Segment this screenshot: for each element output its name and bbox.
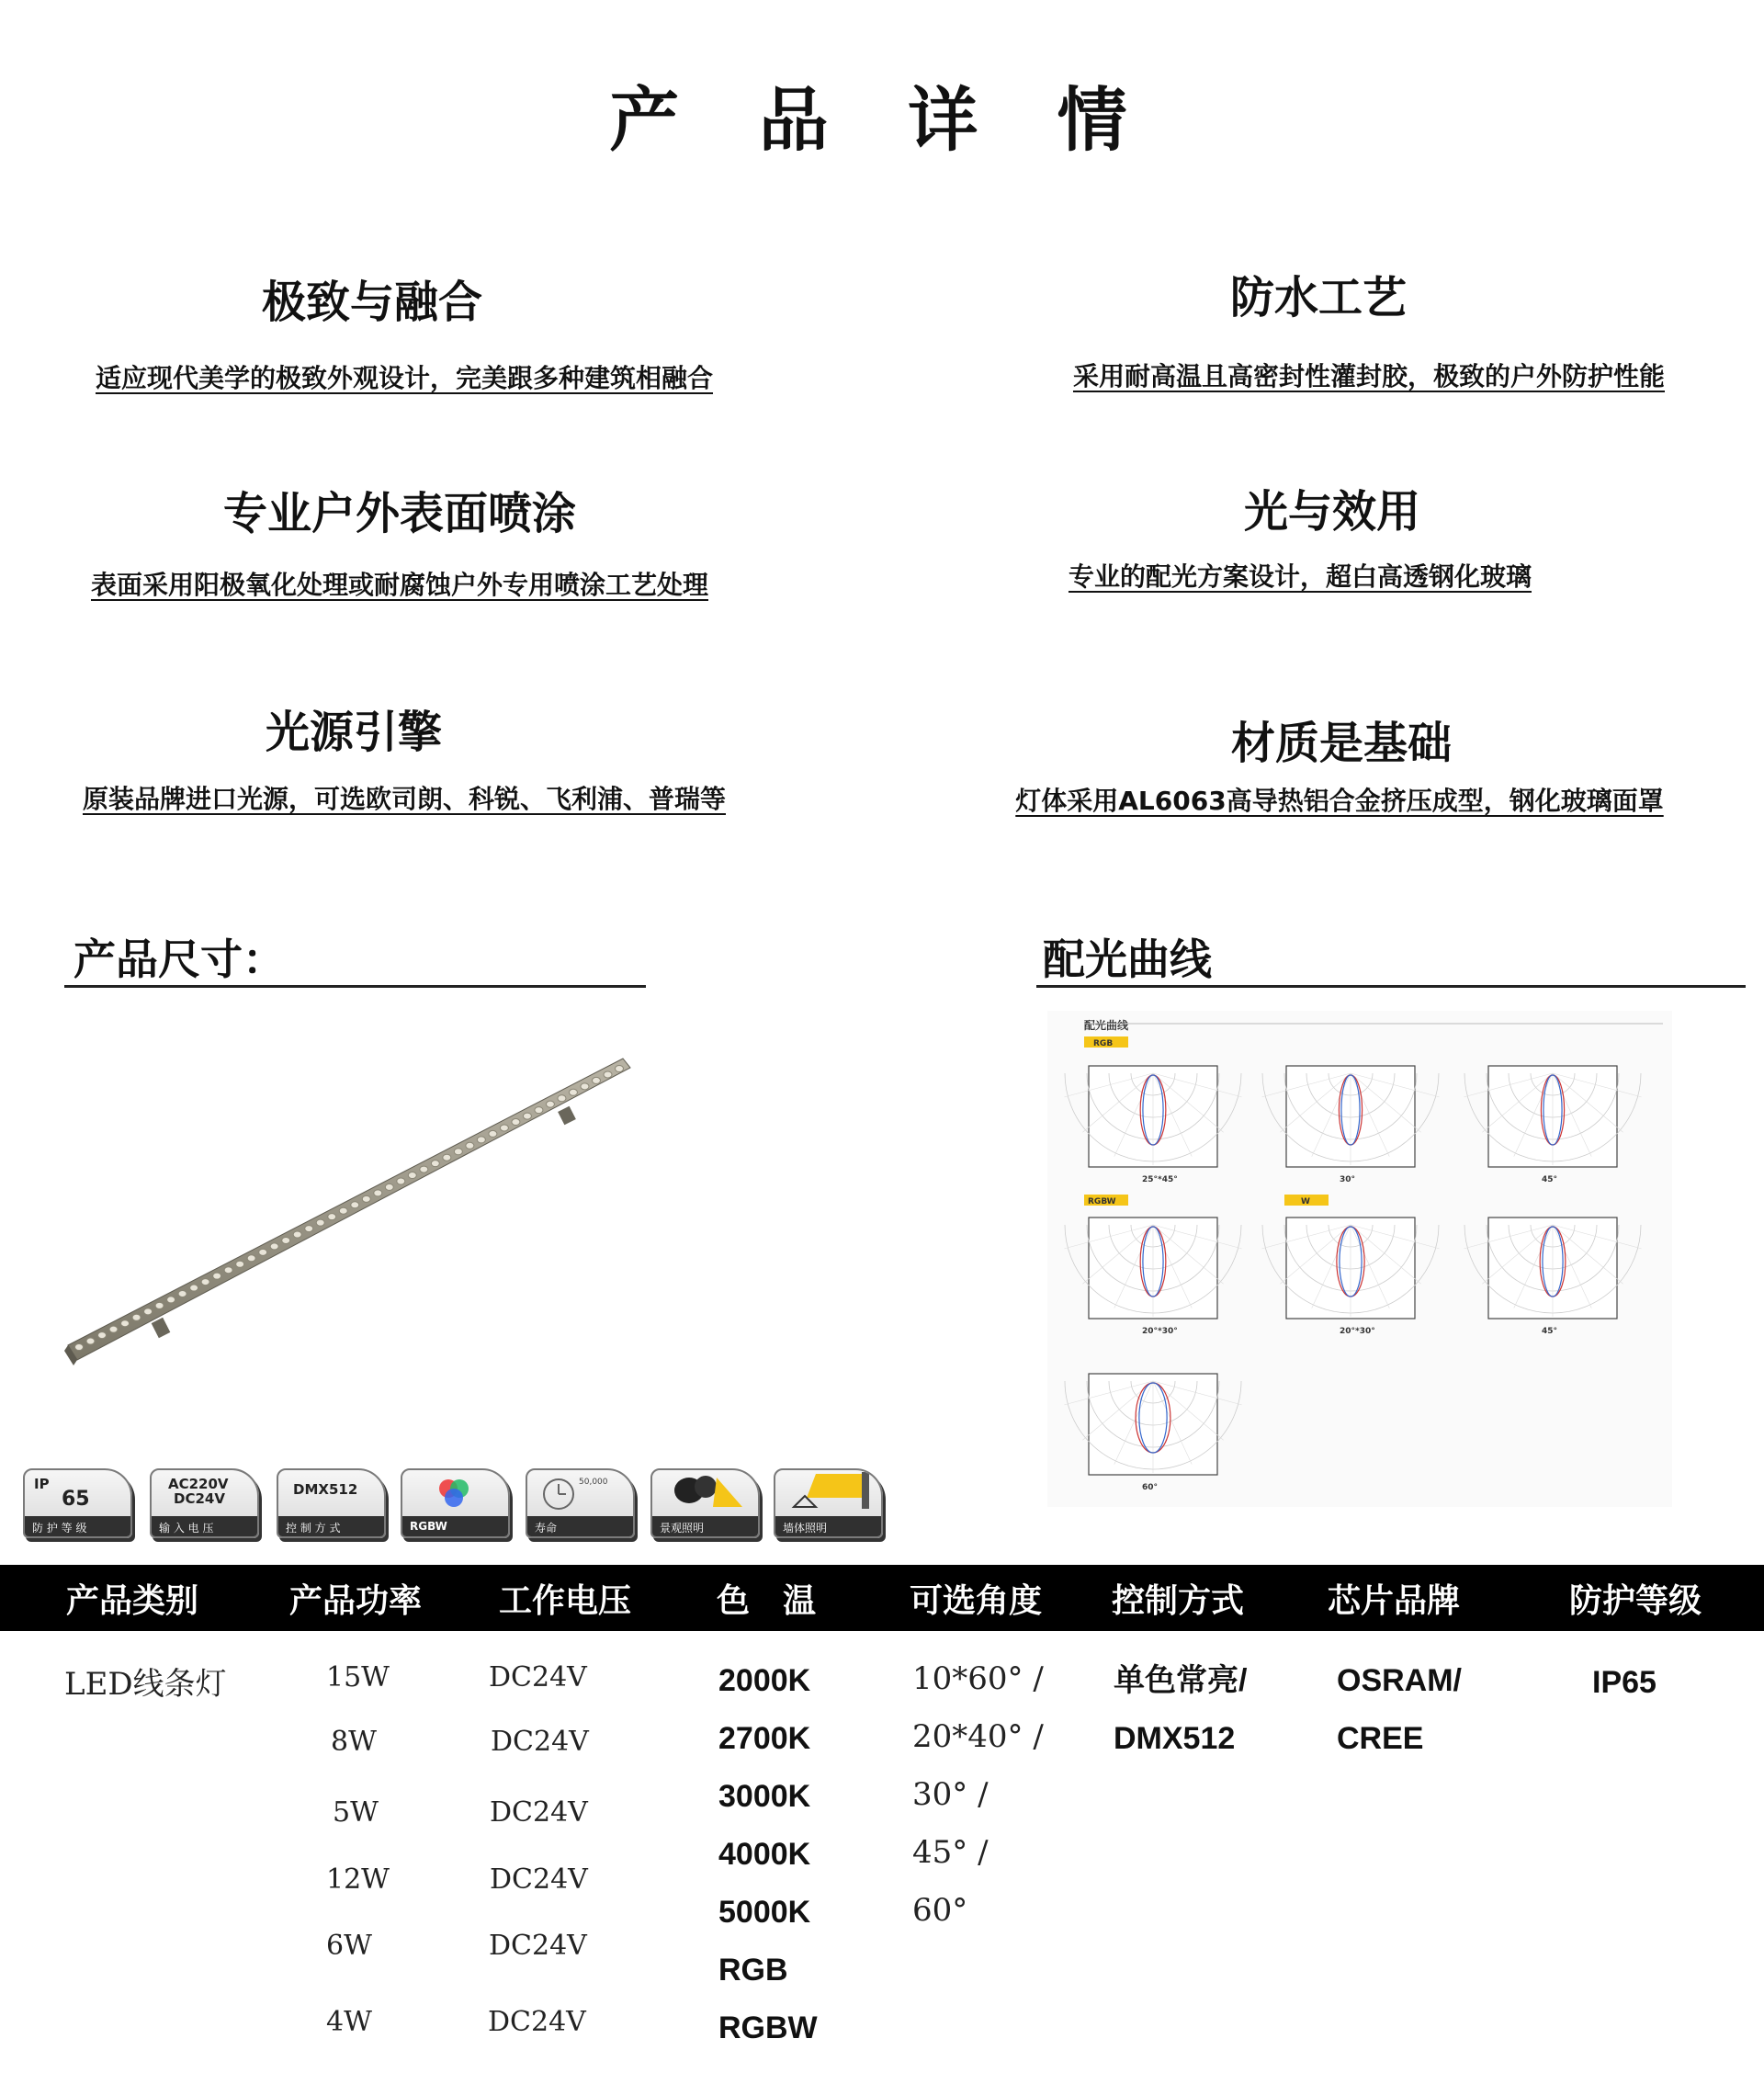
led-dot <box>431 1161 439 1167</box>
angle-value: 20*40° / <box>912 1718 1044 1755</box>
angle-value: 30° / <box>912 1776 989 1813</box>
feature-title-5: 光源引擎 <box>265 707 442 758</box>
led-dot <box>604 1071 612 1078</box>
th-color-temp: 色 温 <box>717 1582 817 1620</box>
led-dot <box>293 1231 301 1238</box>
dmx-icon-top: DMX512 <box>293 1481 358 1498</box>
group-label-rgbw: RGBW <box>1088 1197 1116 1206</box>
polar-angle-label: 20°*30° <box>1142 1327 1178 1336</box>
voltage-icon-caption: 输 入 电 压 <box>159 1522 214 1535</box>
led-dot <box>132 1314 141 1320</box>
led-dot <box>535 1107 543 1114</box>
led-dot <box>247 1255 255 1262</box>
led-dot <box>397 1178 405 1184</box>
led-dot <box>339 1207 347 1214</box>
led-dot <box>213 1273 221 1279</box>
light-curve-panel <box>1047 1011 1672 1507</box>
led-dot <box>512 1119 520 1126</box>
polar-diagram <box>1261 1066 1439 1184</box>
led-dot <box>569 1089 577 1095</box>
feature-desc-2: 采用耐高温且高密封性灌封胶，极致的户外防护性能 <box>1072 361 1665 391</box>
angle-value: 60° <box>912 1892 968 1929</box>
polar-diagram <box>1064 1066 1241 1184</box>
led-dot <box>408 1172 416 1179</box>
led-dot <box>316 1219 324 1226</box>
control-value: 单色常亮/ <box>1114 1663 1248 1698</box>
feature-title-4: 光与效用 <box>1243 486 1420 538</box>
th-chip: 芯片品牌 <box>1328 1582 1461 1620</box>
ip65-icon <box>23 1468 132 1538</box>
lifespan-icon <box>526 1468 635 1538</box>
led-dot <box>224 1267 232 1274</box>
page-title: 产 品 详 情 <box>609 79 1155 161</box>
feature-desc-6: 灯体采用AL6063高导热铝合金挤压成型，钢化玻璃面罩 <box>1015 786 1664 816</box>
voltage-icon-top: AC220V <box>168 1476 229 1492</box>
cell-power-1: 15W <box>326 1661 390 1693</box>
led-dot <box>190 1285 198 1291</box>
group-label-rgb: RGB <box>1093 1039 1114 1048</box>
landscape-icon <box>650 1468 760 1538</box>
feature-desc-4: 专业的配光方案设计，超白高透钢化玻璃 <box>1068 561 1532 592</box>
led-dot <box>201 1279 209 1286</box>
led-dot <box>236 1261 244 1267</box>
led-dot <box>558 1095 566 1102</box>
polar-angle-label: 45° <box>1542 1175 1558 1184</box>
led-dot <box>466 1142 474 1149</box>
cell-voltage-6: DC24V <box>488 2006 586 2038</box>
led-dot <box>443 1154 451 1161</box>
led-dot <box>477 1137 485 1143</box>
led-dot <box>328 1214 336 1220</box>
color-temp-value: 3000K <box>718 1779 811 1814</box>
cell-power-3: 5W <box>333 1796 379 1829</box>
led-dot <box>178 1290 187 1297</box>
feature-title-1: 极致与融合 <box>261 277 482 328</box>
control-value: DMX512 <box>1114 1721 1236 1756</box>
cell-voltage-3: DC24V <box>490 1796 588 1829</box>
polar-diagram <box>1064 1374 1241 1492</box>
cell-voltage-2: DC24V <box>491 1726 589 1758</box>
th-control: 控制方式 <box>1112 1582 1245 1620</box>
ip-icon-top: IP <box>34 1476 50 1492</box>
wall-wash-icon-caption: 墙体照明 <box>783 1522 828 1535</box>
cell-protection: IP65 <box>1592 1665 1657 1700</box>
color-temp-value: 2700K <box>718 1721 811 1756</box>
dmx512-icon <box>277 1468 386 1538</box>
polar-angle-label: 30° <box>1340 1175 1356 1184</box>
led-dot <box>109 1326 118 1332</box>
feature-desc-1: 适应现代美学的极致外观设计，完美跟多种建筑相融合 <box>95 363 713 393</box>
cell-color-temp <box>718 1652 818 2057</box>
led-dot <box>121 1320 130 1327</box>
polar-diagram <box>1261 1218 1439 1336</box>
led-dot <box>546 1101 554 1107</box>
led-dot <box>75 1344 84 1351</box>
rgbw-icon <box>401 1468 510 1538</box>
cell-power-4: 12W <box>326 1863 390 1896</box>
group-label-w: W <box>1301 1197 1310 1206</box>
th-angles: 可选角度 <box>910 1582 1043 1620</box>
cell-power-6: 4W <box>326 2006 372 2038</box>
cell-power-5: 6W <box>326 1930 372 1962</box>
cell-voltage-4: DC24V <box>490 1863 588 1896</box>
led-dot <box>374 1190 382 1196</box>
led-dot <box>523 1113 531 1119</box>
color-temp-value: 5000K <box>718 1895 811 1930</box>
light-curve-heading: 配光曲线 <box>1043 934 1212 984</box>
polar-angle-label: 25°*45° <box>1142 1175 1178 1184</box>
spec-table-header <box>0 1565 1764 1631</box>
cell-chip <box>1337 1652 1462 1768</box>
th-voltage: 工作电压 <box>499 1582 632 1620</box>
color-temp-value: 4000K <box>718 1837 811 1872</box>
cell-voltage-5: DC24V <box>489 1930 587 1962</box>
dmx-icon-caption: 控 制 方 式 <box>286 1522 341 1535</box>
cell-control <box>1114 1652 1247 1768</box>
rgbw-icon-caption: RGBW <box>410 1520 447 1533</box>
color-temp-value: RGB <box>718 1953 788 1988</box>
feature-desc-5: 原装品牌进口光源，可选欧司朗、科锐、飞利浦、普瑞等 <box>82 784 726 814</box>
led-dot <box>167 1297 175 1303</box>
feature-title-2: 防水工艺 <box>1229 272 1407 323</box>
light-curve-divider <box>1036 985 1746 988</box>
size-divider <box>64 985 646 988</box>
th-protection: 防护等级 <box>1569 1582 1702 1620</box>
led-dot <box>454 1149 462 1155</box>
led-dot <box>86 1338 95 1344</box>
led-dot <box>282 1237 290 1243</box>
led-dot <box>592 1077 600 1083</box>
color-temp-value: 2000K <box>718 1663 811 1698</box>
polar-angle-label: 20°*30° <box>1340 1327 1375 1336</box>
curve-panel-title: 配光曲线 <box>1084 1019 1129 1032</box>
led-bar-image <box>64 1048 652 1378</box>
color-temp-value: RGBW <box>718 2010 818 2045</box>
polar-diagram <box>1464 1218 1641 1336</box>
cell-category: LED线条灯 <box>64 1666 227 1703</box>
lifespan-icon-caption: 寿命 <box>535 1522 558 1535</box>
led-dot <box>616 1066 624 1072</box>
polar-diagram <box>1464 1066 1641 1184</box>
led-dot <box>385 1184 393 1190</box>
polar-angle-label: 60° <box>1142 1483 1159 1492</box>
led-dot <box>420 1166 428 1172</box>
led-dot <box>489 1130 497 1137</box>
angle-value: 45° / <box>912 1834 989 1871</box>
cell-voltage-1: DC24V <box>489 1661 587 1693</box>
led-dot <box>351 1202 359 1208</box>
chip-value: CREE <box>1337 1721 1424 1756</box>
led-dot <box>362 1195 370 1202</box>
led-dot <box>155 1302 164 1308</box>
led-dot <box>259 1249 267 1255</box>
cell-power-2: 8W <box>331 1726 377 1758</box>
feature-desc-3: 表面采用阳极氧化处理或耐腐蚀户外专用喷涂工艺处理 <box>90 570 708 600</box>
polar-diagram <box>1064 1218 1241 1336</box>
led-dot <box>98 1332 107 1339</box>
feature-title-3: 专业户外表面喷涂 <box>222 488 576 539</box>
led-dot <box>305 1226 313 1232</box>
led-dot <box>581 1083 589 1090</box>
size-heading: 产品尺寸： <box>74 934 285 984</box>
ip-icon-main: 65 <box>62 1488 90 1511</box>
polar-angle-label: 45° <box>1542 1327 1558 1336</box>
feature-title-6: 材质是基础 <box>1230 718 1452 769</box>
led-dot <box>144 1308 153 1315</box>
chip-value: OSRAM/ <box>1337 1663 1462 1698</box>
wall-wash-icon <box>774 1468 883 1538</box>
angle-value: 10*60° / <box>912 1660 1044 1697</box>
led-dot <box>270 1243 278 1250</box>
landscape-icon-caption: 景观照明 <box>660 1522 705 1535</box>
led-dot <box>500 1125 508 1131</box>
cell-angles <box>912 1650 1044 1940</box>
th-power: 产品功率 <box>289 1582 423 1620</box>
lifespan-icon-main: 50,000 <box>579 1478 608 1487</box>
input-voltage-icon <box>150 1468 259 1538</box>
th-category: 产品类别 <box>66 1582 199 1620</box>
voltage-icon-main: DC24V <box>174 1490 225 1507</box>
ip-icon-caption: 防 护 等 级 <box>32 1522 87 1535</box>
